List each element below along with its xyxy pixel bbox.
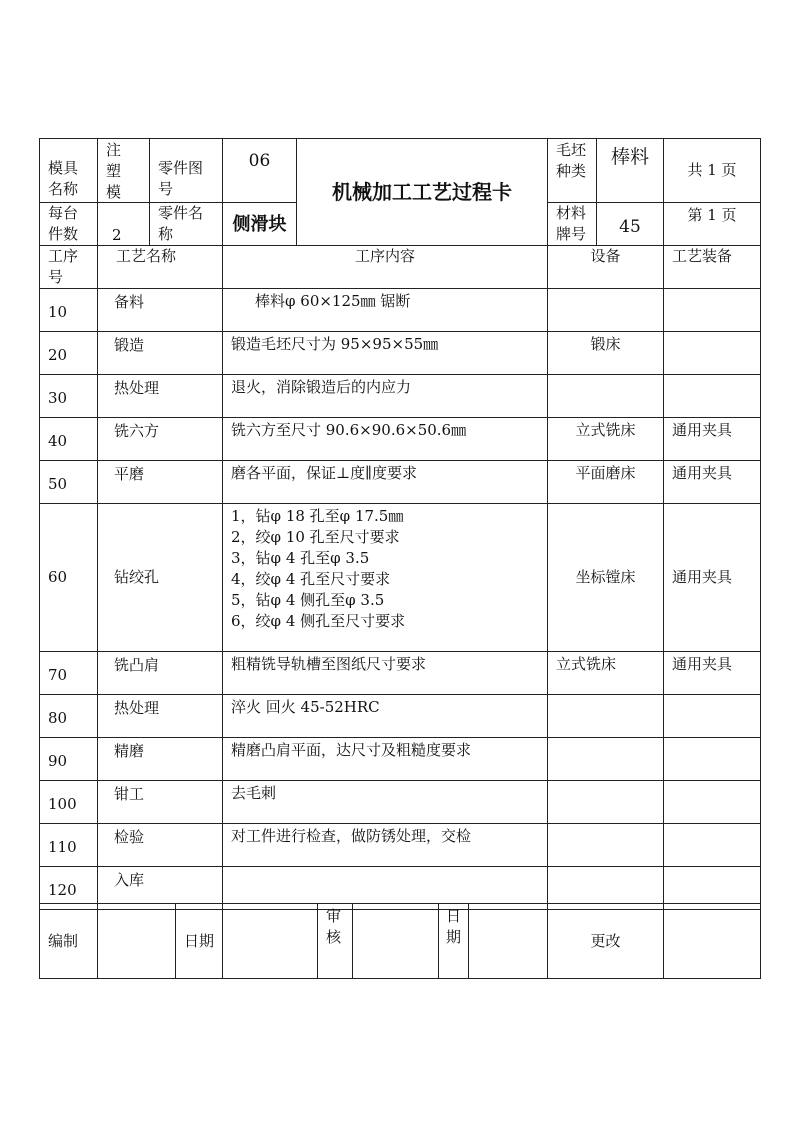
revision-label: 更改	[547, 903, 664, 979]
col-header-process-name: 工艺名称	[97, 245, 223, 289]
blank-type-value: 棒料	[596, 138, 664, 203]
op-equipment	[547, 823, 664, 867]
op-content	[222, 823, 548, 867]
op-equipment	[547, 374, 664, 418]
op-step-no: 20	[39, 331, 98, 375]
op-process-name: 精磨	[97, 737, 223, 781]
page-number: 第 1 页	[663, 202, 761, 246]
op-content-line: 对工件进行检查，做防锈处理，交检	[231, 827, 472, 845]
op-fixture	[663, 374, 761, 418]
op-content	[222, 417, 548, 461]
prepared-by-field	[97, 903, 176, 979]
op-process-name: 热处理	[97, 694, 223, 738]
mold-name-label: 模具名称	[39, 138, 98, 203]
col-header-step-no: 工序号	[39, 245, 98, 289]
op-content	[222, 503, 548, 652]
op-process-name: 锻造	[97, 331, 223, 375]
col-header-fixture: 工艺装备	[663, 245, 761, 289]
op-fixture	[663, 823, 761, 867]
op-step-no: 60	[39, 503, 98, 652]
op-process-name: 铣凸肩	[97, 651, 223, 695]
op-fixture	[663, 288, 761, 332]
op-content	[222, 288, 548, 332]
date-label-1: 日期	[175, 903, 223, 979]
op-content-line: 3，钻φ 4 孔至φ 3.5	[231, 549, 370, 567]
op-equipment: 锻床	[547, 331, 664, 375]
process-card	[39, 138, 761, 979]
col-header-content: 工序内容	[222, 245, 548, 289]
op-content	[222, 460, 548, 504]
op-content-line: 5，钻φ 4 侧孔至φ 3.5	[231, 591, 385, 609]
op-content-line: 铣六方至尺寸 90.6×90.6×50.6㎜	[231, 421, 467, 439]
reviewed-by-field	[352, 903, 439, 979]
material-value: 45	[596, 202, 664, 246]
op-step-no: 100	[39, 780, 98, 824]
op-process-name: 铣六方	[97, 417, 223, 461]
op-step-no: 120	[39, 866, 98, 910]
op-content-line: 粗精铣导轨槽至图纸尺寸要求	[231, 655, 427, 673]
revision-field	[663, 903, 761, 979]
op-fixture: 通用夹具	[663, 417, 761, 461]
op-content	[222, 651, 548, 695]
op-process-name: 备料	[97, 288, 223, 332]
op-content	[222, 737, 548, 781]
op-fixture	[663, 331, 761, 375]
date-field-2	[468, 903, 548, 979]
op-step-no: 10	[39, 288, 98, 332]
op-fixture: 通用夹具	[663, 651, 761, 695]
op-content	[222, 331, 548, 375]
mold-name-value: 注塑模	[97, 138, 150, 203]
op-content-line: 锻造毛坯尺寸为 95×95×55㎜	[231, 335, 439, 353]
reviewed-by-label: 审核	[317, 903, 353, 979]
op-process-name: 入库	[97, 866, 223, 910]
part-name-value: 侧滑块	[222, 202, 297, 246]
op-content-line: 淬火 回火 45-52HRC	[231, 698, 380, 716]
op-equipment	[547, 780, 664, 824]
op-fixture	[663, 694, 761, 738]
card-title: 机械加工工艺过程卡	[296, 138, 548, 246]
blank-type-label: 毛坯种类	[547, 138, 597, 203]
material-label: 材料牌号	[547, 202, 597, 246]
op-equipment: 立式铣床	[547, 651, 664, 695]
op-step-no: 30	[39, 374, 98, 418]
op-content	[222, 780, 548, 824]
op-process-name: 热处理	[97, 374, 223, 418]
op-fixture	[663, 737, 761, 781]
op-content-line: 棒料φ 60×125㎜ 锯断	[255, 292, 411, 310]
op-equipment	[547, 288, 664, 332]
op-equipment: 立式铣床	[547, 417, 664, 461]
op-content-line: 去毛刺	[231, 784, 277, 802]
qty-per-set-label: 每台件数	[39, 202, 98, 246]
op-content-line: 4，绞φ 4 孔至尺寸要求	[231, 570, 391, 588]
total-pages: 共 1 页	[663, 138, 761, 203]
op-equipment	[547, 694, 664, 738]
op-content-line: 精磨凸肩平面，达尺寸及粗糙度要求	[231, 741, 472, 759]
part-drawing-no-value: 06	[222, 138, 297, 203]
part-drawing-no-label: 零件图号	[149, 138, 223, 203]
op-content-line: 磨各平面，保证⊥度∥度要求	[231, 464, 418, 482]
op-content	[222, 694, 548, 738]
op-equipment: 坐标镗床	[547, 503, 664, 652]
op-fixture	[663, 780, 761, 824]
op-step-no: 50	[39, 460, 98, 504]
op-content-line: 2，绞φ 10 孔至尺寸要求	[231, 528, 400, 546]
qty-per-set-value: 2	[97, 202, 150, 246]
op-step-no: 40	[39, 417, 98, 461]
op-step-no: 80	[39, 694, 98, 738]
op-content-line: 1，钻φ 18 孔至φ 17.5㎜	[231, 507, 404, 525]
op-process-name: 钳工	[97, 780, 223, 824]
date-label-2: 日期	[438, 903, 469, 979]
col-header-equipment: 设备	[547, 245, 664, 289]
part-name-label: 零件名称	[149, 202, 223, 246]
op-fixture: 通用夹具	[663, 503, 761, 652]
op-process-name: 检验	[97, 823, 223, 867]
op-fixture: 通用夹具	[663, 460, 761, 504]
op-step-no: 70	[39, 651, 98, 695]
op-step-no: 90	[39, 737, 98, 781]
op-equipment	[547, 737, 664, 781]
op-process-name: 钻绞孔	[97, 503, 223, 652]
op-content-line: 退火，消除锻造后的内应力	[231, 378, 412, 396]
date-field-1	[222, 903, 318, 979]
op-content	[222, 374, 548, 418]
op-step-no: 110	[39, 823, 98, 867]
op-equipment: 平面磨床	[547, 460, 664, 504]
op-content-line: 6，绞φ 4 侧孔至尺寸要求	[231, 612, 406, 630]
op-process-name: 平磨	[97, 460, 223, 504]
prepared-by-label: 编制	[39, 903, 98, 979]
